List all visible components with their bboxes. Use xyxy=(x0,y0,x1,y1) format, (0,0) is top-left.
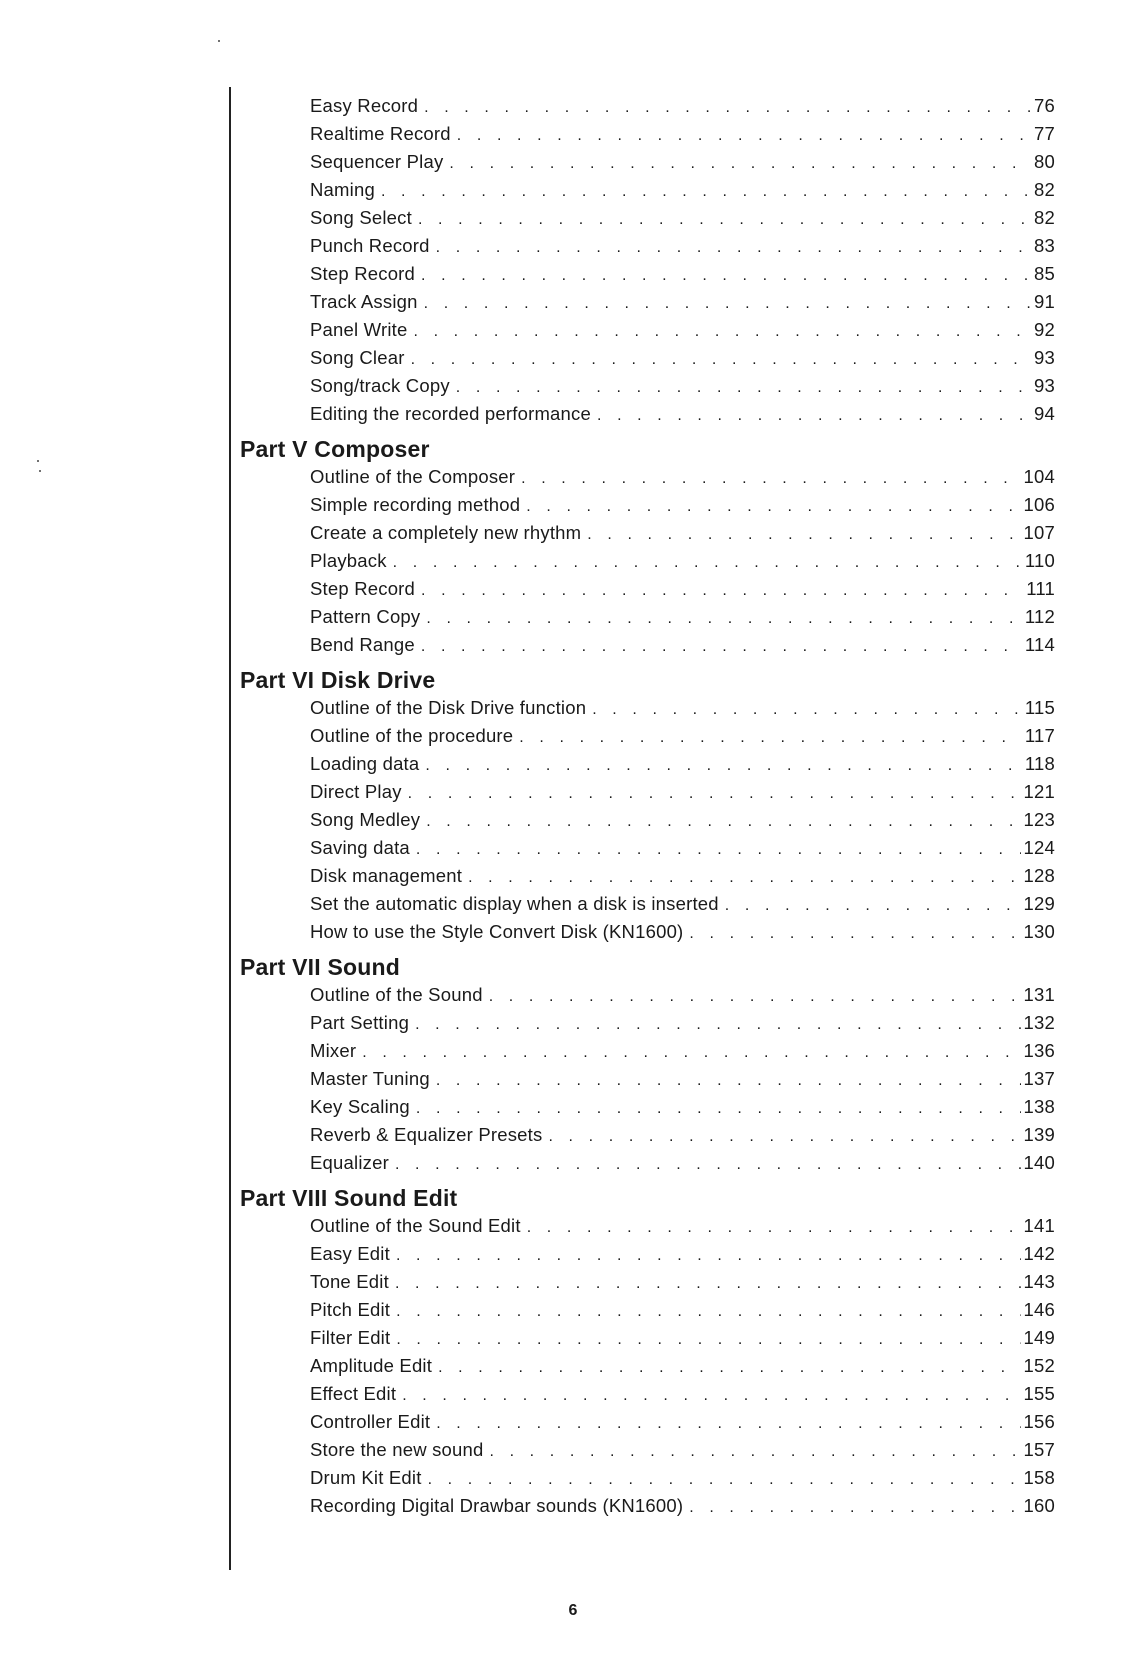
toc-entry-page-number: 124 xyxy=(1023,837,1055,858)
toc-entry-label: Loading data xyxy=(310,753,420,774)
toc-entry-label: Saving data xyxy=(310,837,410,858)
toc-section-list xyxy=(240,694,1055,946)
toc-entry-label: Panel Write xyxy=(310,319,408,340)
toc-entry-page-number: 76 xyxy=(1034,95,1055,116)
toc-entry xyxy=(240,1436,1055,1464)
dot-leader xyxy=(548,1123,1020,1151)
toc-entry xyxy=(240,1065,1055,1093)
toc-entry-page-number: 82 xyxy=(1034,207,1055,228)
toc-entry-label: Easy Edit xyxy=(310,1243,390,1264)
toc-entry-page-number: 107 xyxy=(1023,522,1055,543)
toc-entry-page-number: 112 xyxy=(1024,606,1055,627)
toc-entry-label: Sequencer Play xyxy=(310,151,444,172)
toc-entry xyxy=(240,862,1055,890)
dot-leader xyxy=(489,983,1021,1011)
toc-entry-page-number: 146 xyxy=(1023,1299,1055,1320)
dot-leader xyxy=(689,1494,1020,1522)
toc-entry-page-number: 92 xyxy=(1034,319,1055,340)
toc-entry-page-number: 128 xyxy=(1023,865,1055,886)
toc-entry xyxy=(240,288,1055,316)
dot-leader xyxy=(395,1270,1021,1298)
toc-entry xyxy=(240,806,1055,834)
toc-entry-page-number: 139 xyxy=(1023,1124,1055,1145)
toc-entry xyxy=(240,204,1055,232)
toc-entry xyxy=(240,694,1055,722)
toc-entry-label: Song Select xyxy=(310,207,412,228)
toc-entry-page-number: 77 xyxy=(1034,123,1055,144)
toc-entry-label: Tone Edit xyxy=(310,1271,389,1292)
toc-entry-label: Song Clear xyxy=(310,347,405,368)
toc-entry xyxy=(240,92,1055,120)
dot-leader xyxy=(396,1326,1020,1354)
toc-entry xyxy=(240,834,1055,862)
dot-leader xyxy=(393,549,1022,577)
toc-entry xyxy=(240,547,1055,575)
toc-entry-page-number: 152 xyxy=(1023,1355,1055,1376)
dot-leader xyxy=(408,780,1021,808)
toc-entry-label: Song/track Copy xyxy=(310,375,450,396)
toc-entry-label: Easy Record xyxy=(310,95,419,116)
dot-leader xyxy=(436,1067,1021,1095)
toc-entry xyxy=(240,400,1055,428)
toc-entry xyxy=(240,316,1055,344)
dot-leader xyxy=(411,346,1031,374)
toc-entry xyxy=(240,372,1055,400)
toc-entry xyxy=(240,232,1055,260)
toc-section xyxy=(240,435,1055,659)
dot-leader xyxy=(527,1214,1021,1242)
dot-leader xyxy=(428,1466,1021,1494)
toc-entry-label: Outline of the Composer xyxy=(310,466,516,487)
section-title: Part VIII Sound Edit xyxy=(240,1185,458,1211)
toc-entry-label: Outline of the Sound Edit xyxy=(310,1215,521,1236)
toc-entry-label: Drum Kit Edit xyxy=(310,1467,422,1488)
toc-entry-label: Equalizer xyxy=(310,1152,389,1173)
toc-entry-label: Amplitude Edit xyxy=(310,1355,433,1376)
toc-entry xyxy=(240,120,1055,148)
toc-entry-page-number: 136 xyxy=(1023,1040,1055,1061)
toc-entry xyxy=(240,631,1055,659)
toc-entry xyxy=(240,1093,1055,1121)
toc-entry-page-number: 138 xyxy=(1023,1096,1055,1117)
toc-entry-label: Effect Edit xyxy=(310,1383,397,1404)
dot-leader xyxy=(421,262,1031,290)
toc-entry xyxy=(240,1408,1055,1436)
dot-leader xyxy=(597,402,1031,430)
toc-entry-page-number: 93 xyxy=(1034,375,1055,396)
toc-entry xyxy=(240,260,1055,288)
toc-entry xyxy=(240,1009,1055,1037)
toc-entry-label: Realtime Record xyxy=(310,123,451,144)
toc-entry xyxy=(240,1240,1055,1268)
toc-entry-label: Simple recording method xyxy=(310,494,521,515)
toc-entry-page-number: 160 xyxy=(1023,1495,1055,1516)
toc-entry-page-number: 130 xyxy=(1023,921,1055,942)
toc-entry-label: Set the automatic display when a disk is inserted xyxy=(310,893,719,914)
toc-entry-page-number: 141 xyxy=(1023,1215,1055,1236)
dot-leader xyxy=(415,1011,1020,1039)
toc-entry xyxy=(240,981,1055,1009)
toc-entry-label: Filter Edit xyxy=(310,1327,391,1348)
dot-leader xyxy=(725,892,1021,920)
toc-entry-page-number: 115 xyxy=(1024,697,1055,718)
toc-entry xyxy=(240,750,1055,778)
toc-entry-label: How to use the Style Convert Disk (KN1600) xyxy=(310,921,684,942)
toc-entry-label: Outline of the procedure xyxy=(310,725,514,746)
toc-entry-label: Key Scaling xyxy=(310,1096,410,1117)
dot-leader xyxy=(418,206,1031,234)
toc-entry xyxy=(240,344,1055,372)
section-title: Part VI Disk Drive xyxy=(240,667,436,693)
toc-entry-page-number: 158 xyxy=(1023,1467,1055,1488)
toc-entry-label: Step Record xyxy=(310,263,416,284)
dot-leader xyxy=(468,864,1020,892)
dot-leader xyxy=(413,318,1031,346)
dot-leader xyxy=(521,465,1020,493)
toc-entry xyxy=(240,1212,1055,1240)
toc-entry-label: Bend Range xyxy=(310,634,415,655)
toc-entry xyxy=(240,1296,1055,1324)
toc-section xyxy=(240,666,1055,946)
toc-section-list xyxy=(240,981,1055,1177)
toc-entry xyxy=(240,1380,1055,1408)
toc-entry-page-number: 117 xyxy=(1024,725,1055,746)
toc-entry-label: Step Record xyxy=(310,578,416,599)
toc-sections xyxy=(240,435,1055,1520)
toc-entry xyxy=(240,148,1055,176)
scan-speck xyxy=(37,460,39,462)
toc-entry-page-number: 118 xyxy=(1024,753,1055,774)
dot-leader xyxy=(456,374,1031,402)
dot-leader xyxy=(438,1354,1020,1382)
dot-leader xyxy=(425,752,1022,780)
toc-entry xyxy=(240,1492,1055,1520)
toc-entry-label: Disk management xyxy=(310,865,463,886)
toc-intro-list xyxy=(240,92,1055,428)
dot-leader xyxy=(519,724,1022,752)
section-title: Part VII Sound xyxy=(240,954,400,980)
toc-entry-label: Store the new sound xyxy=(310,1439,484,1460)
dot-leader xyxy=(416,1095,1021,1123)
toc-entry xyxy=(240,1268,1055,1296)
toc-entry-label: Direct Play xyxy=(310,781,402,802)
toc-entry-page-number: 143 xyxy=(1023,1271,1055,1292)
toc-entry-page-number: 137 xyxy=(1023,1068,1055,1089)
dot-leader xyxy=(587,521,1020,549)
toc-entry-page-number: 104 xyxy=(1023,466,1055,487)
toc-entry-label: Pattern Copy xyxy=(310,606,421,627)
toc-section xyxy=(240,953,1055,1177)
dot-leader xyxy=(421,577,1023,605)
toc-entry xyxy=(240,491,1055,519)
toc-entry xyxy=(240,176,1055,204)
toc-entry-label: Song Medley xyxy=(310,809,421,830)
toc-entry-label: Mixer xyxy=(310,1040,357,1061)
toc-entry xyxy=(240,575,1055,603)
toc-entry-label: Playback xyxy=(310,550,387,571)
dot-leader xyxy=(592,696,1022,724)
dot-leader xyxy=(436,1410,1020,1438)
dot-leader xyxy=(426,605,1022,633)
toc-entry-page-number: 106 xyxy=(1023,494,1055,515)
toc-entry-label: Outline of the Sound xyxy=(310,984,483,1005)
toc-entry xyxy=(240,778,1055,806)
scan-speck xyxy=(39,470,41,472)
toc-entry xyxy=(240,1352,1055,1380)
dot-leader xyxy=(421,633,1022,661)
dot-leader xyxy=(449,150,1031,178)
dot-leader xyxy=(457,122,1031,150)
page-number: 6 xyxy=(568,1602,578,1619)
toc-entry-label: Controller Edit xyxy=(310,1411,431,1432)
toc-entry xyxy=(240,1324,1055,1352)
toc-entry-page-number: 85 xyxy=(1034,263,1055,284)
toc-entry xyxy=(240,603,1055,631)
dot-leader xyxy=(424,94,1031,122)
toc-entry-label: Editing the recorded performance xyxy=(310,403,591,424)
dot-leader xyxy=(490,1438,1021,1466)
toc-entry-label: Pitch Edit xyxy=(310,1299,391,1320)
toc-entry-label: Master Tuning xyxy=(310,1068,430,1089)
toc-entry-page-number: 149 xyxy=(1023,1327,1055,1348)
dot-leader xyxy=(689,920,1020,948)
toc-entry-page-number: 83 xyxy=(1034,235,1055,256)
toc-entry-page-number: 110 xyxy=(1024,550,1055,571)
dot-leader xyxy=(416,836,1021,864)
toc-entry-page-number: 114 xyxy=(1024,634,1055,655)
toc-entry-page-number: 129 xyxy=(1023,893,1055,914)
toc-entry xyxy=(240,1037,1055,1065)
table-of-contents xyxy=(240,92,1055,1520)
toc-entry-label: Naming xyxy=(310,179,375,200)
dot-leader xyxy=(436,234,1031,262)
dot-leader xyxy=(396,1298,1020,1326)
dot-leader xyxy=(426,808,1020,836)
toc-entry xyxy=(240,1149,1055,1177)
dot-leader xyxy=(396,1242,1021,1270)
dot-leader xyxy=(402,1382,1020,1410)
margin-rule xyxy=(229,87,231,1570)
toc-entry-page-number: 142 xyxy=(1023,1243,1055,1264)
toc-entry-page-number: 80 xyxy=(1034,151,1055,172)
toc-entry-page-number: 156 xyxy=(1023,1411,1055,1432)
toc-entry-page-number: 82 xyxy=(1034,179,1055,200)
dot-leader xyxy=(526,493,1020,521)
toc-entry xyxy=(240,1464,1055,1492)
dot-leader xyxy=(424,290,1031,318)
toc-entry-label: Recording Digital Drawbar sounds (KN1600) xyxy=(310,1495,684,1516)
toc-entry-page-number: 155 xyxy=(1023,1383,1055,1404)
toc-section-list xyxy=(240,463,1055,659)
toc-entry-page-number: 131 xyxy=(1023,984,1055,1005)
toc-entry xyxy=(240,722,1055,750)
dot-leader xyxy=(362,1039,1020,1067)
toc-entry-page-number: 121 xyxy=(1023,781,1055,802)
toc-entry-page-number: 123 xyxy=(1023,809,1055,830)
toc-entry-page-number: 94 xyxy=(1034,403,1055,424)
toc-entry xyxy=(240,519,1055,547)
toc-section-list xyxy=(240,1212,1055,1520)
section-title: Part V Composer xyxy=(240,436,430,462)
toc-entry xyxy=(240,890,1055,918)
toc-entry-page-number: 140 xyxy=(1023,1152,1055,1173)
toc-entry-page-number: 111 xyxy=(1026,578,1055,599)
toc-entry-page-number: 93 xyxy=(1034,347,1055,368)
scan-speck xyxy=(218,40,220,42)
toc-entry-label: Outline of the Disk Drive function xyxy=(310,697,587,718)
toc-entry-page-number: 157 xyxy=(1023,1439,1055,1460)
toc-entry-label: Punch Record xyxy=(310,235,430,256)
dot-leader xyxy=(381,178,1031,206)
toc-entry-label: Track Assign xyxy=(310,291,418,312)
toc-entry xyxy=(240,918,1055,946)
toc-entry xyxy=(240,463,1055,491)
toc-section xyxy=(240,1184,1055,1520)
toc-entry-label: Part Setting xyxy=(310,1012,410,1033)
toc-entry-label: Reverb & Equalizer Presets xyxy=(310,1124,543,1145)
toc-entry-page-number: 91 xyxy=(1034,291,1055,312)
dot-leader xyxy=(395,1151,1021,1179)
toc-entry xyxy=(240,1121,1055,1149)
toc-entry-label: Create a completely new rhythm xyxy=(310,522,582,543)
toc-entry-page-number: 132 xyxy=(1023,1012,1055,1033)
